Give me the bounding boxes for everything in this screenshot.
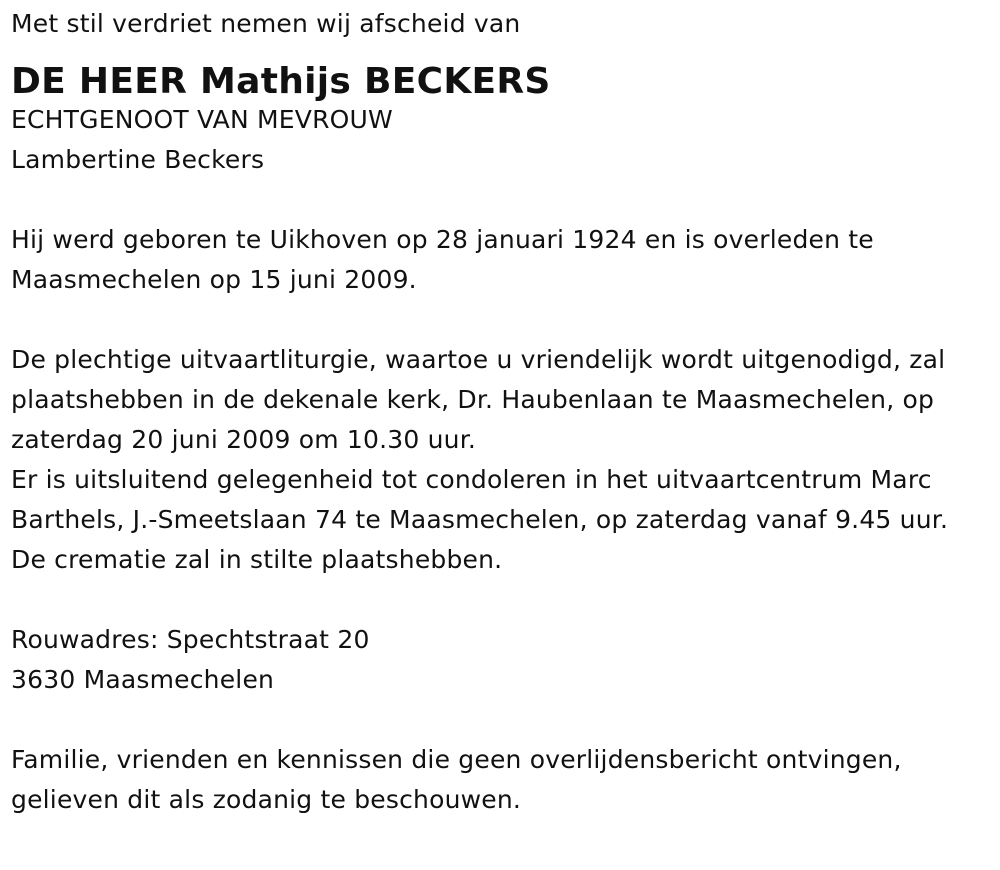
opening-line: Met stil verdriet nemen wij afscheid van [11, 9, 521, 38]
deceased-name: DE HEER Mathijs BECKERS [11, 61, 551, 102]
ceremony-line: Er is uitsluitend gelegenheid tot condoleren in het uitvaartcentrum Marc [11, 465, 932, 494]
ceremony-line: De plechtige uitvaartliturgie, waartoe u vriendelijk wordt uitgenodigd, zal [11, 345, 946, 374]
address-line: Rouwadres: Spechtstraat 20 [11, 625, 370, 654]
birth-death-line: Hij werd geboren te Uikhoven op 28 januari 1924 en is overleden te [11, 225, 874, 254]
ceremony-line: Barthels, J.-Smeetslaan 74 te Maasmechelen, op zaterdag vanaf 9.45 uur. [11, 505, 949, 534]
birth-death-line: Maasmechelen op 15 juni 2009. [11, 265, 417, 294]
spouse-name: Lambertine Beckers [11, 145, 265, 174]
closing-line: Familie, vrienden en kennissen die geen overlijdensbericht ontvingen, [11, 745, 902, 774]
relation-line: ECHTGENOOT VAN MEVROUW [11, 105, 393, 134]
ceremony-line: plaatshebben in de dekenale kerk, Dr. Haubenlaan te Maasmechelen, op [11, 385, 935, 414]
obituary-notice [11, 4, 996, 820]
address-line: 3630 Maasmechelen [11, 665, 275, 694]
closing-line: gelieven dit als zodanig te beschouwen. [11, 785, 522, 814]
spacer [11, 580, 996, 620]
spacer [11, 300, 996, 340]
spacer [11, 180, 996, 220]
ceremony-line: De crematie zal in stilte plaatshebben. [11, 545, 503, 574]
ceremony-line: zaterdag 20 juni 2009 om 10.30 uur. [11, 425, 477, 454]
spacer [11, 700, 996, 740]
